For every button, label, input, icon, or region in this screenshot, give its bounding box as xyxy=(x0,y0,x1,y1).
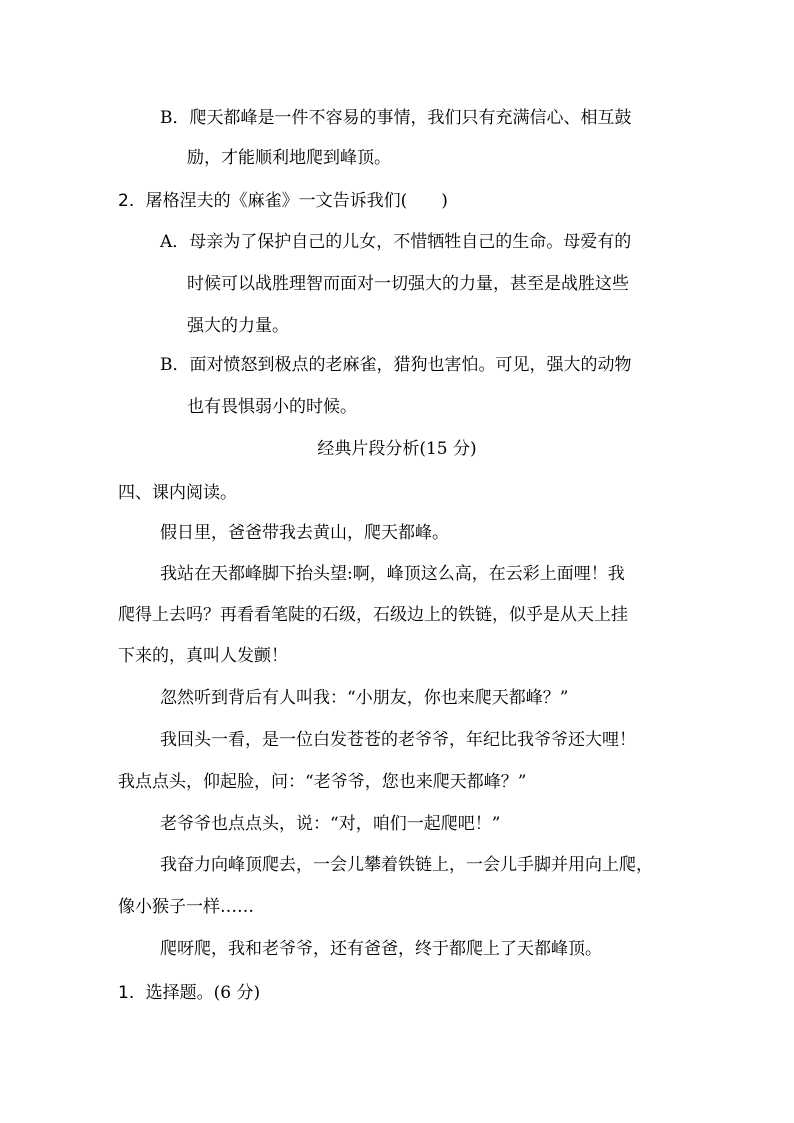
q2-option-a-line1: A．母亲为了保护自己的儿女，不惜牺牲自己的生命。母爱有的 xyxy=(160,232,632,252)
q2-option-b-line1: B．面对愤怒到极点的老麻雀，猎狗也害怕。可见，强大的动物 xyxy=(160,355,632,375)
passage-p5: 老爷爷也点点头，说：“对，咱们一起爬吧！” xyxy=(160,814,501,834)
part-heading: 四、课内阅读。 xyxy=(118,483,237,503)
sub-question-text: 选择题。(6 分) xyxy=(145,983,261,1003)
q2-option-b-line2: 也有畏惧弱小的时候。 xyxy=(187,397,357,417)
q1-option-b-line2: 励，才能顺利地爬到峰顶。 xyxy=(187,148,391,168)
passage-p3: 忽然听到背后有人叫我：“小朋友，你也来爬天都峰？” xyxy=(160,688,569,708)
passage-p2-line1: 我站在天都峰脚下抬头望:啊，峰顶这么高，在云彩上面哩！我 xyxy=(160,564,625,584)
passage-p7: 爬呀爬，我和老爷爷，还有爸爸，终于都爬上了天都峰顶。 xyxy=(160,939,602,959)
passage-p2-line3: 下来的，真叫人发颤！ xyxy=(118,646,288,666)
passage-p2-line2: 爬得上去吗？再看看笔陡的石级，石级边上的铁链，似乎是从天上挂 xyxy=(118,605,628,625)
section-title: 经典片段分析(15 分) xyxy=(317,439,477,459)
passage-p1: 假日里，爸爸带我去黄山，爬天都峰。 xyxy=(160,523,449,543)
q2-stem xyxy=(118,193,448,210)
q2-stem-text: 屠格涅夫的《麻雀》一文告诉我们( ) xyxy=(145,191,448,211)
q1-option-b-line1: B．爬天都峰是一件不容易的事情，我们只有充满信心、相互鼓 xyxy=(160,108,632,128)
passage-p4-line1: 我回头一看，是一位白发苍苍的老爷爷，年纪比我爷爷还大哩！ xyxy=(160,730,636,750)
q2-option-a-line3: 强大的力量。 xyxy=(187,316,289,336)
sub-question-number: 1. xyxy=(118,983,135,1003)
sub-question-1 xyxy=(118,985,260,1002)
passage-p4-line2: 我点点头，仰起脸，问：“老爷爷，您也来爬天都峰？” xyxy=(118,772,527,792)
passage-p6-line2: 像小猴子一样…… xyxy=(118,897,254,917)
passage-p6-line1: 我奋力向峰顶爬去，一会儿攀着铁链上，一会儿手脚并用向上爬， xyxy=(160,855,653,875)
q2-number: 2. xyxy=(118,191,135,211)
q2-option-a-line2: 时候可以战胜理智而面对一切强大的力量，甚至是战胜这些 xyxy=(187,274,629,294)
